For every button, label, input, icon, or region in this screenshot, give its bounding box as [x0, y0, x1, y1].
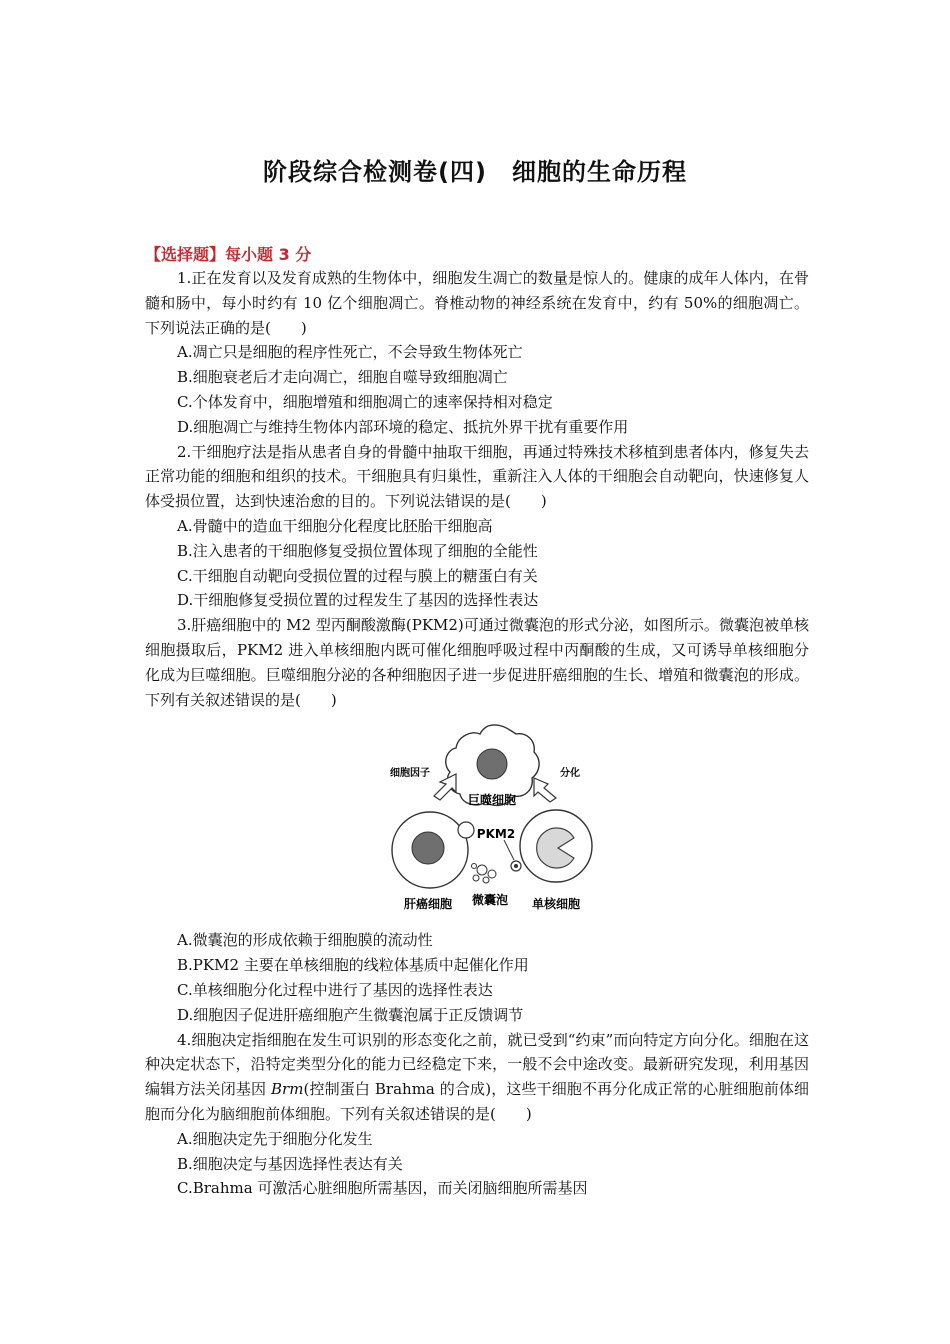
question-3-option-d: D.细胞因子促进肝癌细胞产生微囊泡属于正反馈调节	[177, 1005, 524, 1024]
macrophage-nucleus	[477, 749, 507, 779]
question-4-stem-part-2: (控制蛋白 Brahma 的合成)，这些干细胞不再分化成正常的心脏细胞前体细胞而分化为脑细胞前体细胞。下列有关叙述错误的是( )	[145, 1080, 809, 1123]
macrophage-label: 巨噬细胞	[467, 793, 517, 808]
question-3-option-b: B.PKM2 主要在单核细胞的线粒体基质中起催化作用	[177, 956, 529, 975]
question-3-option-c: C.单核细胞分化过程中进行了基因的选择性表达	[177, 980, 493, 999]
microvesicle	[472, 864, 477, 869]
microvesicle	[473, 875, 479, 881]
liver-cancer-nucleus	[412, 832, 444, 864]
question-4-stem-part-1: 4.细胞决定指细胞在发生可识别的形态变化之前，就已受到“约束”而向特定方向分化。细胞在这种决定状态下，沿特定类型分化的能力已经稳定下来，一般不会中途改变。最新研究发现，利用基因编辑方法关闭基因	[145, 1030, 809, 1099]
microvesicle	[483, 877, 489, 883]
question-2-stem: 2.干细胞疗法是指从患者自身的骨髓中抽取干细胞，再通过特殊技术移植到患者体内，修复失去正常功能的细胞和组织的技术。干细胞具有归巢性，重新注入人体的干细胞会自动靶向，快速修复人体受损位置，达到快速治愈的目的。下列说法错误的是( )	[145, 442, 809, 511]
question-2-option-b: B.注入患者的干细胞修复受损位置体现了细胞的全能性	[177, 541, 538, 560]
vesicle-label: 微囊泡	[471, 893, 509, 908]
microvesicle	[488, 870, 496, 878]
microvesicle	[477, 865, 487, 875]
question-4-option-b: B.细胞决定与基因选择性表达有关	[177, 1154, 403, 1173]
question-1-option-d: D.细胞凋亡与维持生物体内部环境的稳定、抵抗外界干扰有重要作用	[177, 417, 629, 436]
question-3-option-a: A.微囊泡的形成依赖于细胞膜的流动性	[177, 931, 433, 950]
pkm2-label: PKM2	[476, 827, 516, 842]
question-2-option-d: D.干细胞修复受损位置的过程发生了基因的选择性表达	[177, 591, 539, 610]
liver-cancer-label: 肝癌细胞	[403, 897, 453, 912]
question-1-option-c: C.个体发育中，细胞增殖和细胞凋亡的速率保持相对稳定	[177, 392, 553, 411]
question-2-option-a: A.骨髓中的造血干细胞分化程度比胚胎干细胞高	[177, 516, 493, 535]
cytokine-arrow	[434, 774, 456, 800]
question-1-option-b: B.细胞衰老后才走向凋亡，细胞自噬导致细胞凋亡	[177, 368, 508, 387]
differentiate-label: 分化	[560, 768, 580, 780]
monocyte-label: 单核细胞	[531, 897, 581, 912]
question-1-stem: 1.正在发育以及发育成熟的生物体中，细胞发生凋亡的数量是惊人的。健康的成年人体内，在骨髓和肠中，每小时约有 10 亿个细胞凋亡。脊椎动物的神经系统在发育中，约有 50%的细胞凋亡。下列说法正确的是( )	[145, 269, 809, 337]
cell-diagram-svg	[388, 720, 598, 920]
page-title: 阶段综合检测卷(四) 细胞的生命历程	[263, 158, 687, 186]
question-1-option-a: A.凋亡只是细胞的程序性死亡，不会导致生物体死亡	[177, 343, 523, 362]
questions	[145, 266, 809, 1201]
budding-vesicle	[458, 822, 474, 838]
question-4-option-a: A.细胞决定先于细胞分化发生	[177, 1129, 373, 1148]
question-3-stem: 3.肝癌细胞中的 M2 型丙酮酸激酶(PKM2)可通过微囊泡的形式分泌，如图所示。微囊泡被单核细胞摄取后，PKM2 进入单核细胞内既可催化细胞呼吸过程中丙酮酸的生成，又可诱导单核细胞分化成为巨噬细胞。巨噬细胞分泌的各种细胞因子进一步促进肝癌细胞的生长、增殖和微囊泡的形成。下列有关叙述错误的是( )	[145, 616, 809, 709]
question-4-option-c: C.Brahma 可激活心脏细胞所需基因，而关闭脑细胞所需基因	[177, 1179, 588, 1198]
cell-diagram	[145, 720, 809, 920]
section-heading: 【选择题】每小题 3 分	[145, 245, 312, 264]
cytokine-label: 细胞因子	[390, 768, 430, 780]
question-4-stem	[145, 1028, 809, 1127]
differentiate-arrow	[534, 778, 556, 802]
pkm2-dot	[514, 864, 518, 868]
question-2-option-c: C.干细胞自动靶向受损位置的过程与膜上的糖蛋白有关	[177, 566, 538, 585]
gene-name: Brm	[271, 1080, 304, 1099]
pkm2-pointer	[504, 840, 514, 860]
